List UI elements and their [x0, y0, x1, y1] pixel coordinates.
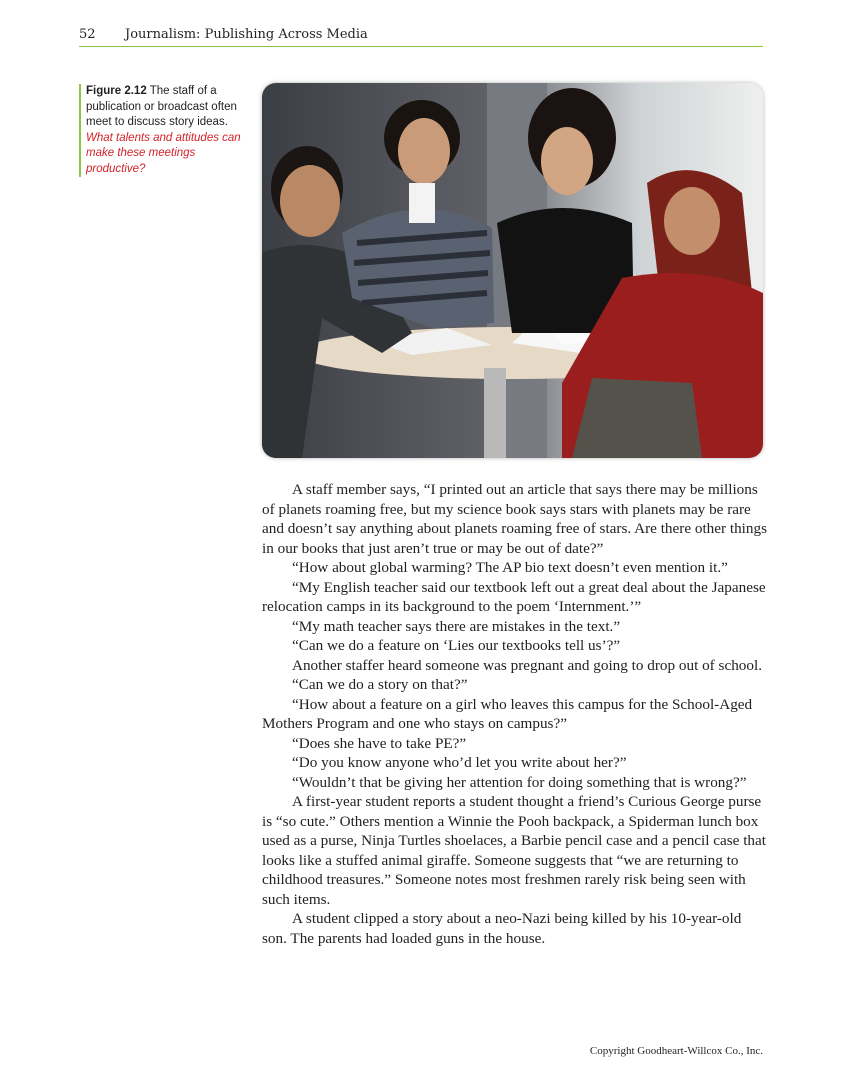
page-number: 52	[79, 27, 96, 42]
page-header	[79, 24, 763, 47]
paragraph: Another staffer heard someone was pregnant and going to drop out of school.	[292, 656, 762, 674]
paragraph: “How about global warming? The AP bio text doesn’t even mention it.”	[292, 559, 728, 576]
running-head: Journalism: Publishing Across Media	[125, 27, 368, 42]
staff-meeting-photo	[262, 83, 763, 458]
paragraph: A student clipped a story about a neo-Nazi being killed by his 10-year-old son. The parents had loaded guns in the house.	[262, 910, 742, 947]
paragraph: “Does she have to take PE?”	[292, 734, 467, 752]
paragraph: “Do you know anyone who’d let you write about her?”	[292, 754, 627, 771]
paragraph: A first-year student reports a student thought a friend’s Curious George purse is “so cute.” Others mention a Winnie the Pooh backpack, a Spiderman lunch box used as a purse, Ninja Turtles shoelaces, a Barbie pencil case and a pencil case that looks like a stuffed animal giraffe. Someone suggests that “we are returning to childhood treasures.” Someone notes most freshmen rarely risk being seen with such items.	[262, 793, 766, 908]
paragraph: “Can we do a feature on ‘Lies our textbooks tell us’?”	[292, 637, 621, 654]
figure-caption	[79, 84, 246, 177]
figure-label: Figure 2.12	[86, 85, 147, 97]
paragraph: “My math teacher says there are mistakes in the text.”	[292, 617, 621, 635]
figure-question: What talents and attitudes can make these meetings productive?	[86, 131, 241, 175]
paragraph: “How about a feature on a girl who leaves this campus for the School-Aged Mothers Program and one who stays on campus?”	[262, 695, 753, 732]
paragraph: “Wouldn’t that be giving her attention for doing something that is wrong?”	[292, 773, 747, 791]
body-text	[262, 480, 768, 948]
photo-illustration	[262, 83, 763, 458]
copyright-footer: Copyright Goodheart-Willcox Co., Inc.	[589, 1045, 763, 1057]
figure-caption-text: The staff of a publication or broadcast often meet to discuss story ideas.	[86, 85, 237, 128]
paragraph: A staff member says, “I printed out an article that says there may be millions of planets roaming free, but my science book says stars with planets may be rare and doesn’t say anything about planets roaming free of stars. Are there other things in our books that just aren’t true or may be out of date?”	[262, 481, 767, 557]
paragraph: “My English teacher said our textbook left out a great deal about the Japanese relocation camps in its background to the poem ‘Internment.’”	[262, 578, 766, 615]
paragraph: “Can we do a story on that?”	[292, 676, 468, 693]
